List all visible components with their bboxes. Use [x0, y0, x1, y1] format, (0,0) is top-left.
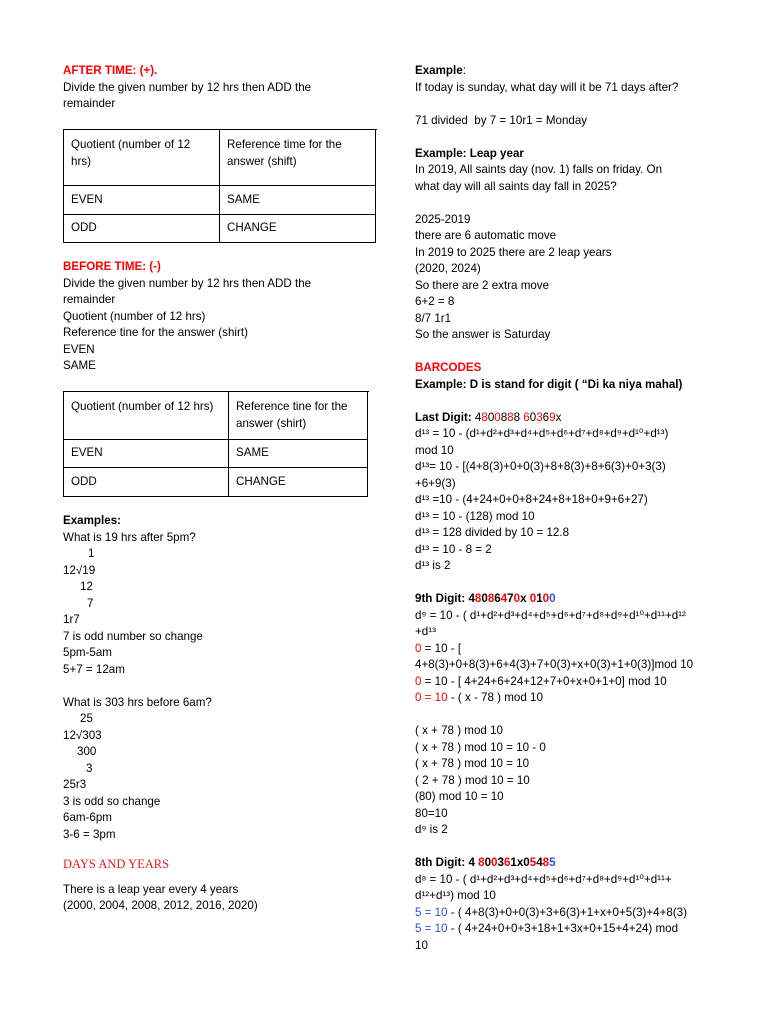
barcode-digit: 8 — [513, 410, 524, 424]
cell-change: CHANGE — [236, 474, 286, 488]
formula-run: - ( 4+24+0+0+3+18+1+3x+0+15+4+24) mod — [447, 922, 679, 935]
barcode-digit: 6 — [494, 592, 501, 605]
formula-line — [415, 690, 760, 707]
table-header-cell — [220, 130, 376, 186]
table-cell — [64, 215, 220, 243]
barcode-digit: 4 — [468, 592, 475, 605]
after-time-text: Divide the given number by 12 hrs then ADD the — [63, 80, 312, 94]
example-leap-question: what day will all saints day fall in 2025? — [415, 179, 617, 193]
barcode-digit: 8 — [474, 592, 482, 605]
example-days-heading — [415, 63, 760, 80]
eighth-digit-heading — [415, 855, 760, 872]
after-time-heading: AFTER TIME: (+). — [63, 64, 158, 77]
formula-line: d⁹ = 10 - ( d¹+d²+d³+d⁴+d⁵+d⁶+d⁷+d⁸+d⁹+d¹⁰+d¹¹+d¹² — [415, 608, 686, 622]
barcode-digit: 0 — [481, 592, 488, 605]
before-time-heading: BEFORE TIME: (-) — [63, 260, 161, 273]
eighth-digit-label: 8th Digit: — [415, 856, 469, 869]
formula-run: = 10 - [ — [421, 641, 462, 655]
barcode-digit: 0 — [542, 592, 550, 605]
table-cell — [220, 186, 376, 215]
last-digit-label: Last Digit: — [415, 410, 475, 424]
barcode-digit: 1 — [536, 592, 543, 605]
barcode-digit: 0 — [529, 592, 537, 605]
cell-same: SAME — [227, 192, 260, 206]
days-and-years-text: (2000, 2004, 2008, 2012, 2016, 2020) — [63, 899, 258, 913]
spacer — [63, 678, 393, 695]
days-and-years-heading: DAYS AND YEARS — [63, 857, 170, 871]
formula-line: ( x + 78 ) mod 10 = 10 - 0 — [415, 740, 546, 754]
days-and-years-text: There is a leap year every 4 years — [63, 882, 239, 896]
last-digit-heading — [415, 410, 760, 427]
barcode-digit: 4 — [500, 592, 508, 605]
example-question: What is 303 hrs before 6am? — [63, 695, 212, 709]
barcode-digit: 0 — [529, 410, 537, 424]
division-subtract: 12 — [80, 580, 93, 593]
barcode-number — [475, 411, 561, 424]
left-column — [63, 63, 393, 915]
header-reference-time: Reference time for the answer (shift) — [227, 138, 342, 168]
barcode-digit: 4 — [536, 856, 543, 869]
barcode-digit: 8 — [507, 410, 514, 424]
table-cell — [64, 186, 220, 215]
formula-run: 0 — [415, 674, 422, 688]
example-leap-step: 2025-2019 — [415, 212, 471, 226]
example-leap-question: In 2019, All saints day (nov. 1) falls on friday. On — [415, 163, 663, 176]
formula-line: +d¹³ — [415, 625, 436, 638]
formula-line: d⁸ = 10 - ( d¹+d²+d³+d⁴+d⁵+d⁶+d⁷+d⁸+d⁹+d¹⁰+d¹¹+ — [415, 872, 672, 886]
barcode-digit: 0 — [487, 410, 495, 424]
barcode-digit: 5 — [529, 856, 537, 869]
barcode-digit: 9 — [549, 410, 556, 424]
formula-line: d¹³ = 10 - 8 = 2 — [415, 542, 492, 556]
barcode-digit: 0 — [549, 592, 556, 605]
example-leap-step: So the answer is Saturday — [415, 328, 551, 341]
formula-line: d¹²+d¹³) mod 10 — [415, 889, 496, 902]
formula-line: d¹³= 10 - [(4+8(3)+0+0(3)+8+8(3)+8+6(3)+0+3(3) — [415, 460, 666, 473]
header-quotient: Quotient (number of 12 hrs) — [71, 400, 214, 413]
formula-run: 0 — [415, 641, 422, 655]
example-leap-step: In 2019 to 2025 there are 2 leap years — [415, 245, 612, 259]
before-time-text: EVEN — [63, 342, 95, 356]
division-line: 12√303 — [63, 728, 102, 742]
division-subtract: 300 — [77, 745, 97, 758]
example-colon: : — [462, 64, 466, 77]
table-cell — [220, 215, 376, 243]
before-time-text: remainder — [63, 293, 116, 306]
after-time-text: remainder — [63, 97, 116, 110]
barcode-digit: 0 — [513, 592, 521, 605]
division-line: 12√19 — [63, 563, 96, 577]
spacer — [415, 839, 760, 856]
formula-line: ( 2 + 78 ) mod 10 = 10 — [415, 773, 530, 787]
formula-line: 4+8(3)+0+8(3)+6+4(3)+7+0(3)+x+0(3)+1+0(3)]mod 10 — [415, 658, 694, 671]
division-quotient: 25 — [80, 712, 93, 725]
barcode-digit: 4 — [474, 410, 482, 424]
right-column — [415, 63, 760, 954]
barcode-digit: 8 — [500, 410, 508, 424]
spacer — [415, 195, 760, 212]
formula-line: 80=10 — [415, 806, 448, 820]
example-leap-step: (2020, 2024) — [415, 262, 481, 275]
formula-line: d¹³ =10 - (4+24+0+0+8+24+8+18+0+9+6+27) — [415, 493, 648, 506]
barcode-digit: 3 — [536, 410, 543, 424]
barcodes-subheading: Example: D is stand for digit ( “Di ka niya mahal) — [415, 377, 683, 391]
formula-line — [415, 641, 760, 658]
cell-change: CHANGE — [227, 221, 277, 235]
example-step: 5+7 = 12am — [63, 662, 125, 676]
example-step: 3-6 = 3pm — [63, 827, 116, 841]
example-step: 5pm-5am — [63, 646, 112, 659]
cell-odd: ODD — [71, 221, 97, 235]
barcode-digit: 3 — [497, 856, 504, 869]
header-reference-time: Reference tine for the answer (shirt) — [236, 400, 348, 430]
example-days-answer: 71 divided by 7 = 10r1 = Monday — [415, 113, 588, 127]
example-days-question: If today is sunday, what day will it be 71 days after? — [415, 80, 679, 94]
formula-line: +6+9(3) — [415, 476, 456, 490]
barcode-digit: 0 — [494, 410, 501, 424]
barcode-digit: 8 — [481, 410, 488, 424]
table-header-cell — [64, 130, 220, 186]
example-label: Example — [415, 64, 463, 77]
formula-line: ( x + 78 ) mod 10 = 10 — [415, 757, 530, 770]
table-cell — [64, 440, 229, 468]
division-remainder: 3 — [86, 761, 93, 775]
example-leap-step: there are 6 automatic move — [415, 229, 557, 242]
formula-line: mod 10 — [415, 443, 454, 457]
ninth-digit-heading — [415, 591, 760, 608]
barcode-digit: 8 — [478, 856, 485, 869]
barcode-digit: 6 — [503, 856, 511, 869]
example-leap-step: 6+2 = 8 — [415, 295, 455, 308]
formula-line: d¹³ = 10 - (128) mod 10 — [415, 509, 535, 523]
barcode-digit: 0 — [484, 856, 492, 869]
barcode-digit: 6 — [542, 410, 550, 424]
spacer — [415, 129, 760, 146]
barcode-digit: 0 — [491, 856, 498, 869]
formula-line — [415, 905, 760, 922]
formula-line: d⁹ is 2 — [415, 823, 448, 836]
formula-run: 5 = 10 — [415, 905, 448, 919]
example-leap-step: So there are 2 extra move — [415, 278, 550, 292]
table-header-cell — [64, 392, 229, 440]
before-time-table — [63, 391, 369, 497]
division-result: 25r3 — [63, 778, 87, 791]
table-cell — [229, 468, 368, 497]
formula-run: = 10 - [ 4+24+6+24+12+7+0+x+0+1+0] mod 10 — [421, 674, 667, 688]
cell-same: SAME — [236, 446, 269, 460]
barcode-number — [468, 592, 555, 605]
cell-even: EVEN — [71, 446, 103, 460]
division-remainder: 7 — [87, 596, 94, 610]
spacer — [415, 575, 760, 592]
barcode-digit: 8 — [487, 592, 495, 605]
formula-line — [415, 921, 760, 938]
barcode-digit: 6 — [523, 410, 530, 424]
example-leap-step: 8/7 1r1 — [415, 311, 452, 325]
cell-even: EVEN — [71, 192, 103, 206]
spacer — [415, 96, 760, 113]
formula-line: d¹³ = 10 - (d¹+d²+d³+d⁴+d⁵+d⁶+d⁷+d⁸+d⁹+d¹⁰+d¹³) — [415, 427, 669, 440]
formula-run: - ( 4+8(3)+0+0(3)+3+6(3)+1+x+0+5(3)+4+8(3) — [447, 905, 687, 919]
division-result: 1r7 — [63, 613, 80, 626]
formula-line: (80) mod 10 = 10 — [415, 790, 504, 803]
table-header-cell — [229, 392, 368, 440]
example-step: 6am-6pm — [63, 811, 112, 824]
formula-line: d¹³ is 2 — [415, 559, 451, 572]
example-step: 7 is odd number so change — [63, 629, 203, 643]
example-step: 3 is odd so change — [63, 794, 161, 808]
examples-heading: Examples: — [63, 514, 121, 527]
after-time-table — [63, 129, 377, 243]
barcodes-heading: BARCODES — [415, 361, 482, 374]
formula-run: 5 = 10 — [415, 922, 448, 935]
before-time-text: Quotient (number of 12 hrs) — [63, 309, 206, 323]
spacer — [415, 344, 760, 361]
formula-line: ( x + 78 ) mod 10 — [415, 724, 503, 737]
before-time-text: SAME — [63, 359, 96, 372]
before-time-text: Divide the given number by 12 hrs then ADD the — [63, 276, 312, 290]
barcode-digit: 1x0 — [510, 856, 530, 869]
cell-odd: ODD — [71, 474, 97, 488]
formula-line: 10 — [415, 938, 428, 952]
formula-run: - ( x - 78 ) mod 10 — [447, 691, 543, 704]
division-quotient: 1 — [88, 547, 95, 560]
header-quotient: Quotient (number of 12 hrs) — [71, 138, 191, 168]
barcode-digit: 7 — [507, 592, 514, 605]
spacer — [415, 393, 760, 410]
barcode-digit: 5 — [549, 856, 556, 869]
spacer — [415, 707, 760, 724]
before-time-text: Reference tine for the answer (shirt) — [63, 326, 248, 339]
formula-run: 0 = 10 — [415, 691, 448, 704]
example-leap-heading: Example: Leap year — [415, 146, 524, 160]
barcode-digit: 4 — [468, 856, 479, 869]
barcode-digit: x — [520, 592, 530, 605]
table-cell — [64, 468, 229, 497]
barcode-number — [468, 856, 555, 869]
barcode-digit: 8 — [542, 856, 550, 869]
example-question: What is 19 hrs after 5pm? — [63, 530, 196, 544]
formula-line: d¹³ = 128 divided by 10 = 12.8 — [415, 526, 570, 539]
barcode-digit: x — [555, 410, 562, 424]
ninth-digit-label: 9th Digit: — [415, 592, 469, 605]
formula-line — [415, 674, 760, 691]
table-cell — [229, 440, 368, 468]
